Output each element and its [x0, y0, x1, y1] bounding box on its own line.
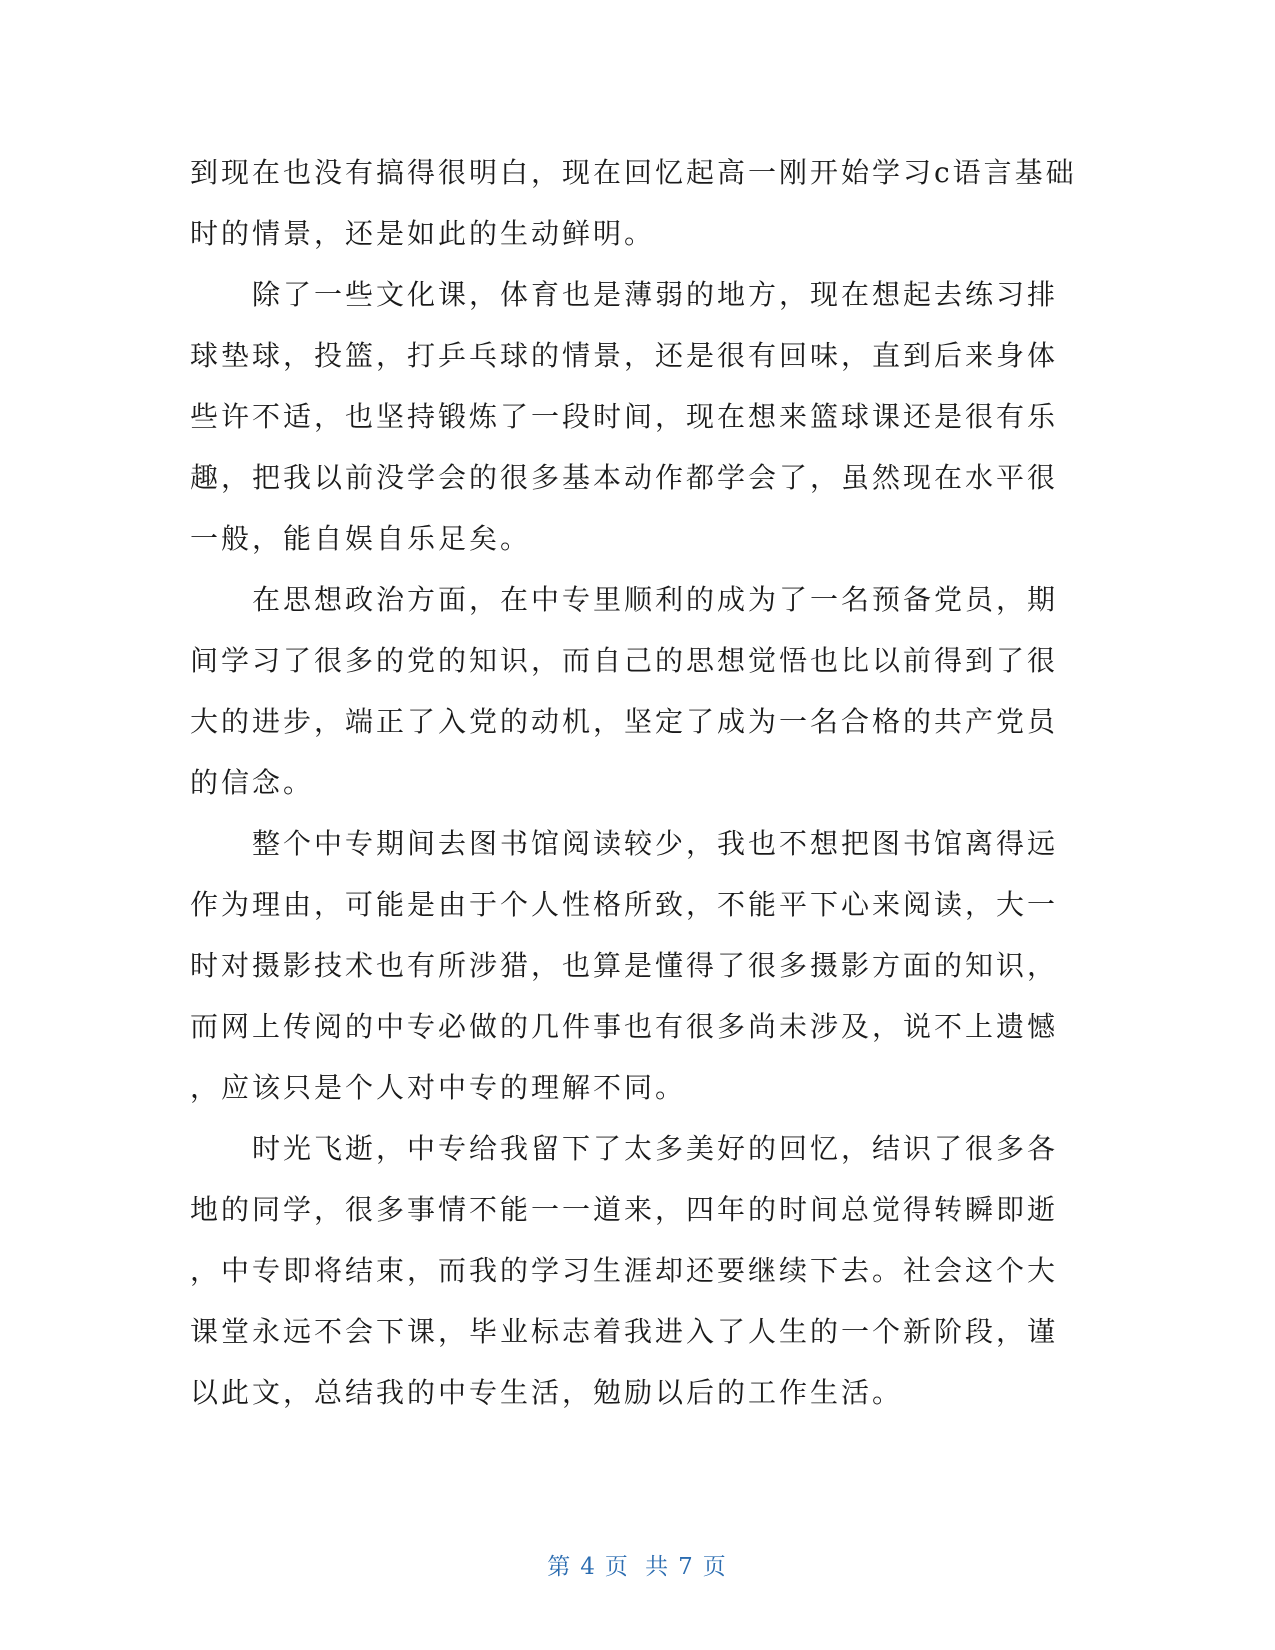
text-line: 一般，能自娱自乐足矣。 — [190, 522, 532, 555]
paragraph-start-line: 整个中专期间去图书馆阅读较少，我也不想把图书馆离得远 — [252, 827, 1059, 860]
text-line: 时对摄影技术也有所涉猎，也算是懂得了很多摄影方面的知识， — [190, 949, 1059, 982]
text-line: ，中专即将结束，而我的学习生涯却还要继续下去。社会这个大 — [190, 1254, 1059, 1287]
text-line: 到现在也没有搞得很明白，现在回忆起高一刚开始学习c语言基础 — [190, 156, 1077, 189]
text-line: 而网上传阅的中专必做的几件事也有很多尚未涉及，说不上遗憾 — [190, 1010, 1059, 1043]
paragraph-start-line: 在思想政治方面，在中专里顺利的成为了一名预备党员，期 — [252, 583, 1059, 616]
text-line: 以此文，总结我的中专生活，勉励以后的工作生活。 — [190, 1376, 904, 1409]
page-label-middle: 页 共 — [604, 1554, 671, 1580]
paragraph-start-line: 除了一些文化课，体育也是薄弱的地方，现在想起去练习排 — [252, 278, 1059, 311]
text-line: 球垫球，投篮，打乒乓球的情景，还是很有回味，直到后来身体 — [190, 339, 1059, 372]
text-line: 课堂永远不会下课，毕业标志着我进入了人生的一个新阶段，谨 — [190, 1315, 1059, 1348]
page-label-suffix: 页 — [702, 1554, 728, 1580]
text-line: 趣，把我以前没学会的很多基本动作都学会了，虽然现在水平很 — [190, 461, 1059, 494]
text-line: 时的情景，还是如此的生动鲜明。 — [190, 217, 656, 250]
page-total-number: 7 — [678, 1554, 695, 1580]
text-line: 些许不适，也坚持锻炼了一段时间，现在想来篮球课还是很有乐 — [190, 400, 1059, 433]
page-label-prefix: 第 — [547, 1554, 573, 1580]
text-line: 间学习了很多的党的知识，而自己的思想觉悟也比以前得到了很 — [190, 644, 1059, 677]
text-line: 作为理由，可能是由于个人性格所致，不能平下心来阅读，大一 — [190, 888, 1059, 921]
page-current-number: 4 — [580, 1554, 597, 1580]
paragraph-start-line: 时光飞逝，中专给我留下了太多美好的回忆，结识了很多各 — [252, 1132, 1059, 1165]
text-line: 大的进步，端正了入党的动机，坚定了成为一名合格的共产党员 — [190, 705, 1059, 738]
text-line: ，应该只是个人对中专的理解不同。 — [190, 1071, 687, 1104]
document-body — [190, 142, 1077, 1423]
text-line: 地的同学，很多事情不能一一道来，四年的时间总觉得转瞬即逝 — [190, 1193, 1059, 1226]
text-line: 的信念。 — [190, 766, 315, 799]
page-footer — [0, 1548, 1275, 1581]
